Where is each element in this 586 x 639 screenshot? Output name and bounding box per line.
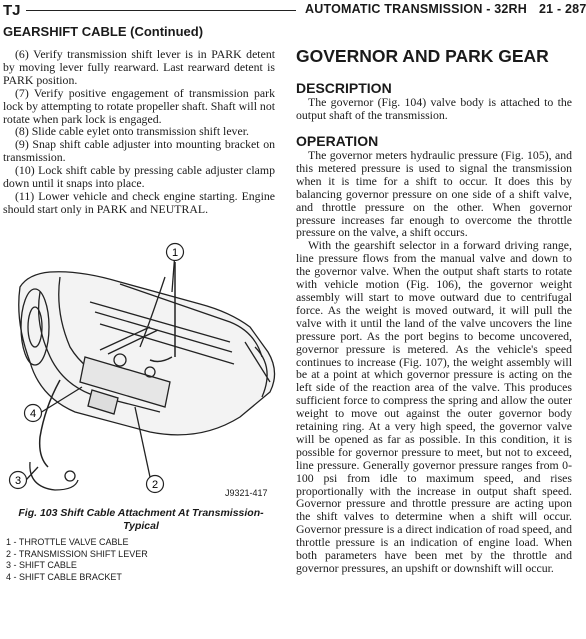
description-text [296,96,572,122]
step-8: (8) Slide cable eylet onto transmission shift lever. [15,124,249,139]
figure-103 [0,232,285,507]
running-header [305,2,586,16]
figure-caption: Fig. 103 Shift Cable Attachment At Transmission-Typical [18,507,264,532]
left-heading: GEARSHIFT CABLE (Continued) [3,24,204,39]
operation-text [296,149,572,575]
legend-item: 4 - SHIFT CABLE BRACKET [6,571,122,582]
step-11: (11) Lower vehicle and check engine starting. Engine should start only in PARK and NEUTRAL. [3,188,275,216]
figure-id: J9321-417 [225,488,268,498]
operation-paragraph-1: The governor meters hydraulic pressure (Fig. 105), and this metered pressure is used to signal the transmission when it is time for a shift to occur. It does this by balancing governor pressure on one side of a shift valve, and throttle pressure on the other. When governor pressure increases far enough to overcome the throttle pressure on the valve, a shift occurs. [296,148,572,240]
figure-legend [6,537,148,583]
operation-heading: OPERATION [296,133,379,149]
step-10: (10) Lock shift cable by pressing cable adjuster clamp down until it snaps into place. [3,163,275,191]
description-paragraph: The governor (Fig. 104) valve body is attached to the output shaft of the transmission. [296,95,572,122]
transmission-illustration [0,232,285,507]
section-heading: GOVERNOR AND PARK GEAR [296,46,549,66]
step-7: (7) Verify positive engagement of transmission park lock by attempting to rotate propeller shaft. Shaft will not rotate when park lock is engaged. [3,85,275,126]
description-heading: DESCRIPTION [296,80,392,96]
page-number: 21 - 287 [539,2,586,16]
step-6: (6) Verify transmission shift lever is in PARK detent by moving lever fully rearward. Last rearward detent is PARK position. [3,47,275,87]
legend-item: 2 - TRANSMISSION SHIFT LEVER [6,548,148,559]
legend-item: 1 - THROTTLE VALVE CABLE [6,537,129,547]
header-rule [26,10,296,11]
callout-4: 4 [29,408,37,420]
legend-item: 3 - SHIFT CABLE [6,560,77,570]
step-9: (9) Snap shift cable adjuster into mounting bracket on transmission. [3,137,275,165]
operation-paragraph-2: With the gearshift selector in a forward driving range, line pressure flows from the manual valve and down to the governor valve. When the output shaft starts to rotate with vehicle motion (Fig. 106), the governor weight assembly will start to move outward due to centrifugal force. As the weight is moved outward, it will pull the valve with it until the land of the valve uncovers the line pressure port. As the port begins to become uncovered, governor pressure is metered. As the vehicle's speed continues to increase (Fig. 107), the weight assembly will be at a point at which governor pressure is acting on the left side of the reaction area of the valve. This produces sufficient force to compress the spring and allow the outer weight to move out against the outer governor body retaining ring. At a very high speed, the governor valve will be opened as far as possible. In this condition, it is possible for governor pressure to meet, but not to exceed, line pressure. Generally governor pressure ranges from 0-100 psi from idle to maximum speed, and rises proportionally with the increase in output shaft speed. Governor pressure and throttle pressure are acting upon the shift valves to determine when a shift will occur. Governor pressure is a direct indication of road speed, and throttle pressure is an indication of engine load. When both parameters have been met by the throttle and governor pressures, an upshift or downshift will occur. [296,238,572,575]
section-title: AUTOMATIC TRANSMISSION - 32RH [305,2,528,16]
callout-1: 1 [171,247,179,259]
left-procedure [3,48,275,216]
header-code: TJ [3,2,21,19]
callout-2: 2 [151,479,159,491]
callout-3: 3 [14,475,22,487]
